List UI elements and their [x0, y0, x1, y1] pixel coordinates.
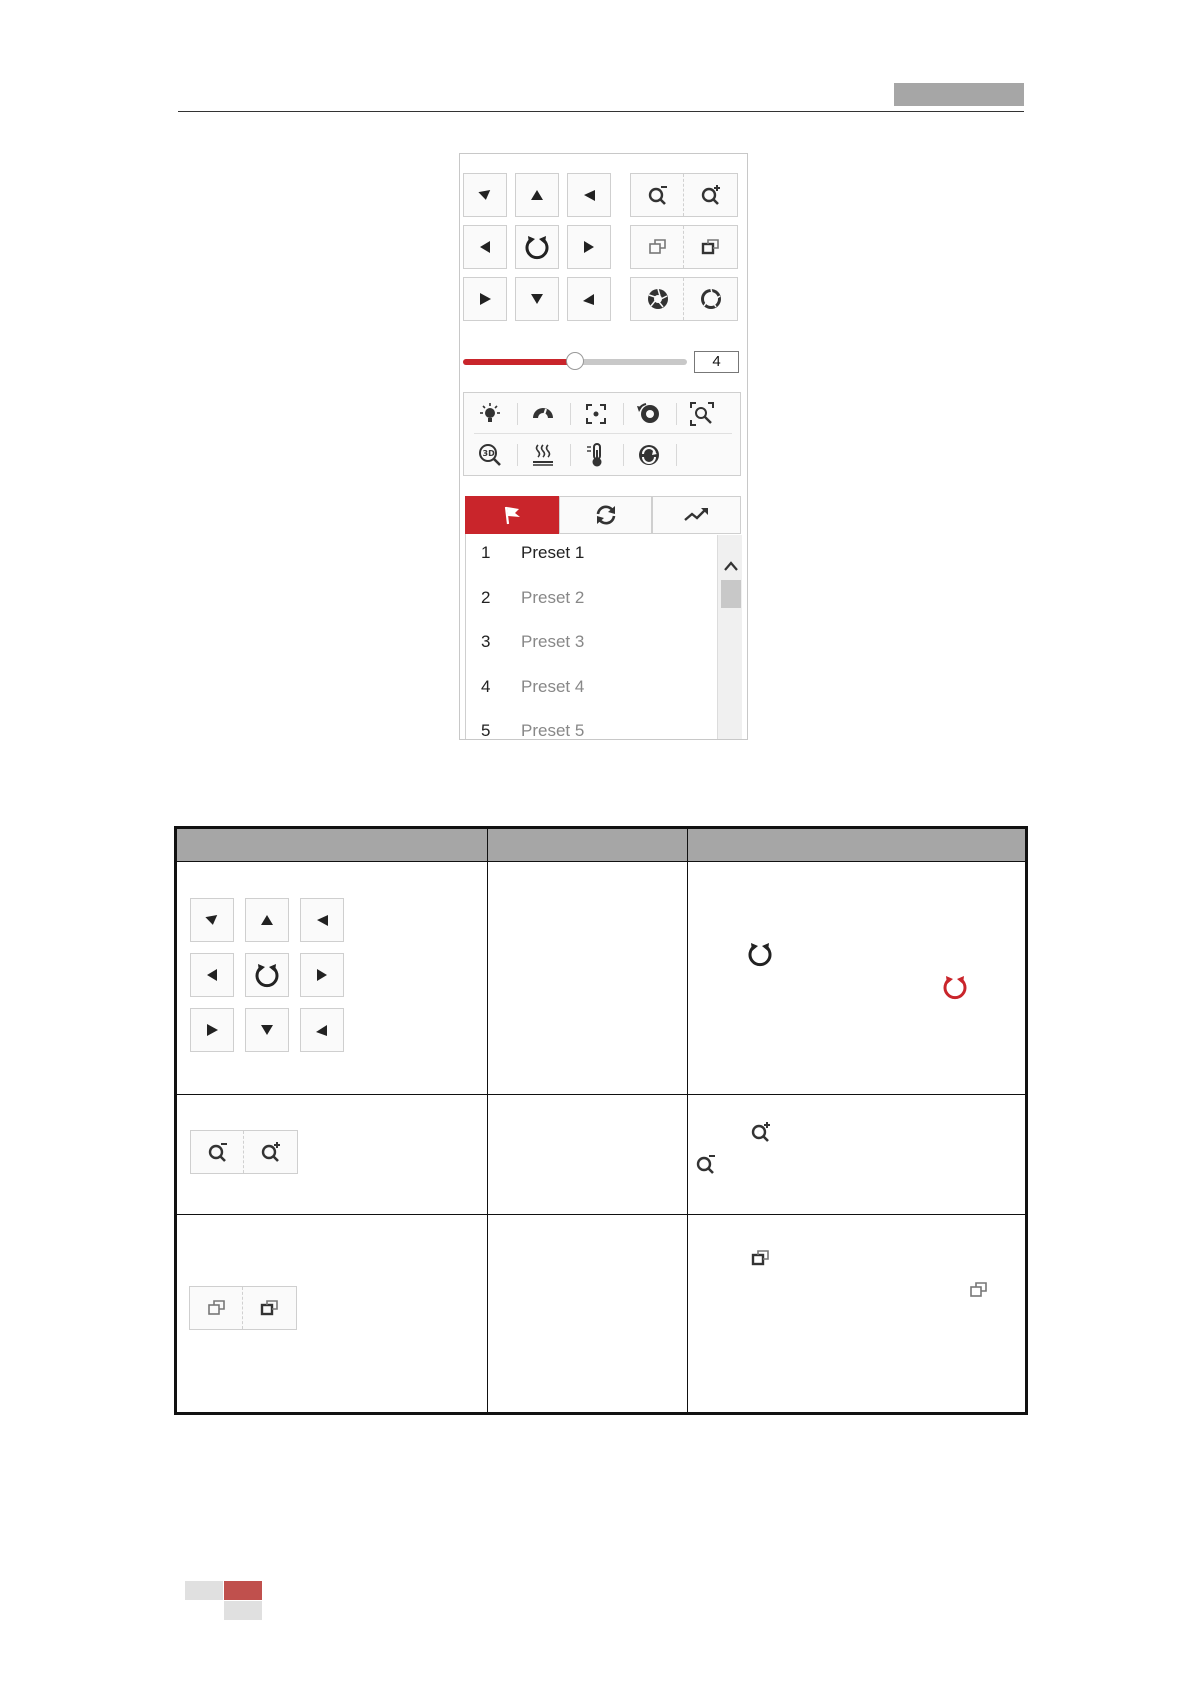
- down-button: [245, 1008, 289, 1052]
- iris-close-button[interactable]: [631, 278, 684, 320]
- preset-list: [465, 534, 725, 740]
- iris-open-button[interactable]: [683, 278, 737, 320]
- manual-tracking-icon: [636, 442, 662, 468]
- tab-patrol[interactable]: [559, 496, 652, 534]
- separator: [623, 403, 624, 425]
- auto-pan-active-icon: [942, 974, 968, 1000]
- row-divider: [177, 1214, 1025, 1215]
- down-right-button[interactable]: [567, 277, 611, 321]
- zoom-control: [190, 1130, 298, 1174]
- focus-near-button: [190, 1287, 243, 1329]
- left-button: [190, 953, 234, 997]
- up-left-button[interactable]: [463, 173, 507, 217]
- footer-block: [224, 1601, 262, 1620]
- auto-pan-icon: [747, 941, 773, 967]
- manual-tracking-button[interactable]: [629, 440, 669, 470]
- footer-accent-block: [224, 1581, 262, 1600]
- left-arrow-icon: [205, 968, 219, 982]
- up-left-arrow-icon: [478, 188, 492, 202]
- tab-pattern[interactable]: [652, 496, 741, 534]
- left-arrow-icon: [478, 240, 492, 254]
- light-icon: [478, 402, 502, 426]
- right-arrow-icon: [582, 240, 596, 254]
- up-arrow-icon: [260, 913, 274, 927]
- preset-number: 1: [481, 543, 491, 562]
- preset-row[interactable]: [466, 627, 706, 657]
- preset-scrollbar[interactable]: [717, 535, 742, 740]
- right-button[interactable]: [567, 225, 611, 269]
- one-touch-focus-icon: [584, 402, 608, 426]
- preset-name: Preset 1: [521, 543, 585, 562]
- svg-text:3D: 3D: [482, 449, 495, 458]
- header-gray-block: [894, 83, 1024, 106]
- wiper-icon: [531, 402, 555, 426]
- pattern-tab-icon: [683, 505, 711, 525]
- speed-slider-handle[interactable]: [566, 352, 584, 370]
- lens-initialization-icon: [636, 401, 662, 427]
- up-right-arrow-icon: [315, 913, 329, 927]
- 3d-zoom-button[interactable]: [470, 440, 510, 470]
- up-right-button: [300, 898, 344, 942]
- temperature-button[interactable]: [576, 440, 616, 470]
- patrol-tab-icon: [593, 502, 619, 528]
- ptz-description-table: [174, 826, 1028, 1415]
- auto-pan-icon: [524, 234, 550, 260]
- auto-pan-button: [245, 953, 289, 997]
- focus-far-icon: [700, 236, 722, 258]
- focus-far-icon: [259, 1297, 281, 1319]
- one-touch-focus-button[interactable]: [576, 399, 616, 429]
- zoom-in-icon: [750, 1121, 772, 1143]
- focus-far-icon: [750, 1247, 772, 1269]
- down-arrow-icon: [260, 1023, 274, 1037]
- zoom-out-icon: [647, 184, 669, 206]
- focus-control: [630, 225, 738, 269]
- preset-name: Preset 4: [521, 677, 585, 696]
- focus-near-button[interactable]: [631, 226, 684, 268]
- preset-number: 2: [481, 588, 491, 607]
- focus-far-button: [242, 1287, 296, 1329]
- footer-block: [185, 1581, 223, 1600]
- aux-focus-icon: [689, 401, 715, 427]
- zoom-in-icon: [700, 184, 722, 206]
- up-left-button: [190, 898, 234, 942]
- column-divider: [687, 829, 688, 1412]
- down-right-button: [300, 1008, 344, 1052]
- column-divider: [487, 829, 488, 1412]
- heater-button[interactable]: [523, 440, 563, 470]
- tab-preset[interactable]: [465, 496, 559, 534]
- preset-row[interactable]: [466, 672, 706, 702]
- zoom-in-button: [243, 1131, 297, 1173]
- preset-name: Preset 2: [521, 588, 585, 607]
- right-button: [300, 953, 344, 997]
- focus-far-button[interactable]: [683, 226, 737, 268]
- down-left-arrow-icon: [205, 1023, 219, 1037]
- zoom-control: [630, 173, 738, 217]
- preset-row[interactable]: [466, 716, 706, 740]
- down-right-arrow-icon: [582, 292, 596, 306]
- up-left-arrow-icon: [205, 913, 219, 927]
- preset-number: 4: [481, 677, 491, 696]
- table-header-cell: [688, 829, 1025, 862]
- preset-row[interactable]: [466, 538, 706, 568]
- zoom-out-button[interactable]: [631, 174, 684, 216]
- zoom-out-icon: [695, 1153, 717, 1175]
- preset-tab-flag-icon: [501, 504, 523, 526]
- up-button[interactable]: [515, 173, 559, 217]
- up-button: [245, 898, 289, 942]
- iris-close-icon: [646, 287, 670, 311]
- iris-control: [630, 277, 738, 321]
- down-left-arrow-icon: [478, 292, 492, 306]
- wiper-button[interactable]: [523, 399, 563, 429]
- auto-pan-button[interactable]: [515, 225, 559, 269]
- separator: [623, 444, 624, 466]
- left-button[interactable]: [463, 225, 507, 269]
- down-button[interactable]: [515, 277, 559, 321]
- zoom-in-button[interactable]: [683, 174, 737, 216]
- temperature-icon: [583, 442, 609, 468]
- down-left-button[interactable]: [463, 277, 507, 321]
- preset-name: Preset 5: [521, 721, 585, 740]
- function-toolbar-divider: [474, 433, 732, 434]
- table-header-cell: [177, 829, 488, 862]
- separator: [676, 444, 677, 466]
- iris-open-icon: [699, 287, 723, 311]
- focus-near-icon: [647, 236, 669, 258]
- down-right-arrow-icon: [315, 1023, 329, 1037]
- separator: [517, 444, 518, 466]
- header-rule: [178, 111, 1024, 112]
- up-right-button[interactable]: [567, 173, 611, 217]
- preset-row[interactable]: [466, 583, 706, 613]
- auto-pan-icon: [254, 962, 280, 988]
- lens-initialization-button[interactable]: [629, 399, 669, 429]
- 3d-zoom-icon: [477, 442, 503, 468]
- table-header-cell: [488, 829, 688, 862]
- zoom-out-icon: [207, 1141, 229, 1163]
- scroll-up-chevron-icon[interactable]: [723, 560, 739, 572]
- focus-control: [189, 1286, 297, 1330]
- preset-number: 3: [481, 632, 491, 651]
- separator: [570, 444, 571, 466]
- function-toolbar: [463, 392, 741, 476]
- separator: [517, 403, 518, 425]
- zoom-out-button: [191, 1131, 244, 1173]
- aux-focus-button[interactable]: [682, 399, 722, 429]
- heater-icon: [530, 442, 556, 468]
- up-right-arrow-icon: [582, 188, 596, 202]
- ptz-control-panel: [459, 153, 748, 740]
- light-button[interactable]: [470, 399, 510, 429]
- separator: [570, 403, 571, 425]
- down-left-button: [190, 1008, 234, 1052]
- preset-name: Preset 3: [521, 632, 585, 651]
- zoom-in-icon: [260, 1141, 282, 1163]
- right-arrow-icon: [315, 968, 329, 982]
- up-arrow-icon: [530, 188, 544, 202]
- speed-value-field[interactable]: 4: [694, 351, 739, 373]
- separator: [676, 403, 677, 425]
- focus-near-icon: [206, 1297, 228, 1319]
- down-arrow-icon: [530, 292, 544, 306]
- speed-slider-fill: [463, 359, 575, 365]
- focus-near-icon: [968, 1279, 990, 1301]
- preset-number: 5: [481, 721, 491, 740]
- row-divider: [177, 1094, 1025, 1095]
- scrollbar-thumb[interactable]: [721, 580, 741, 608]
